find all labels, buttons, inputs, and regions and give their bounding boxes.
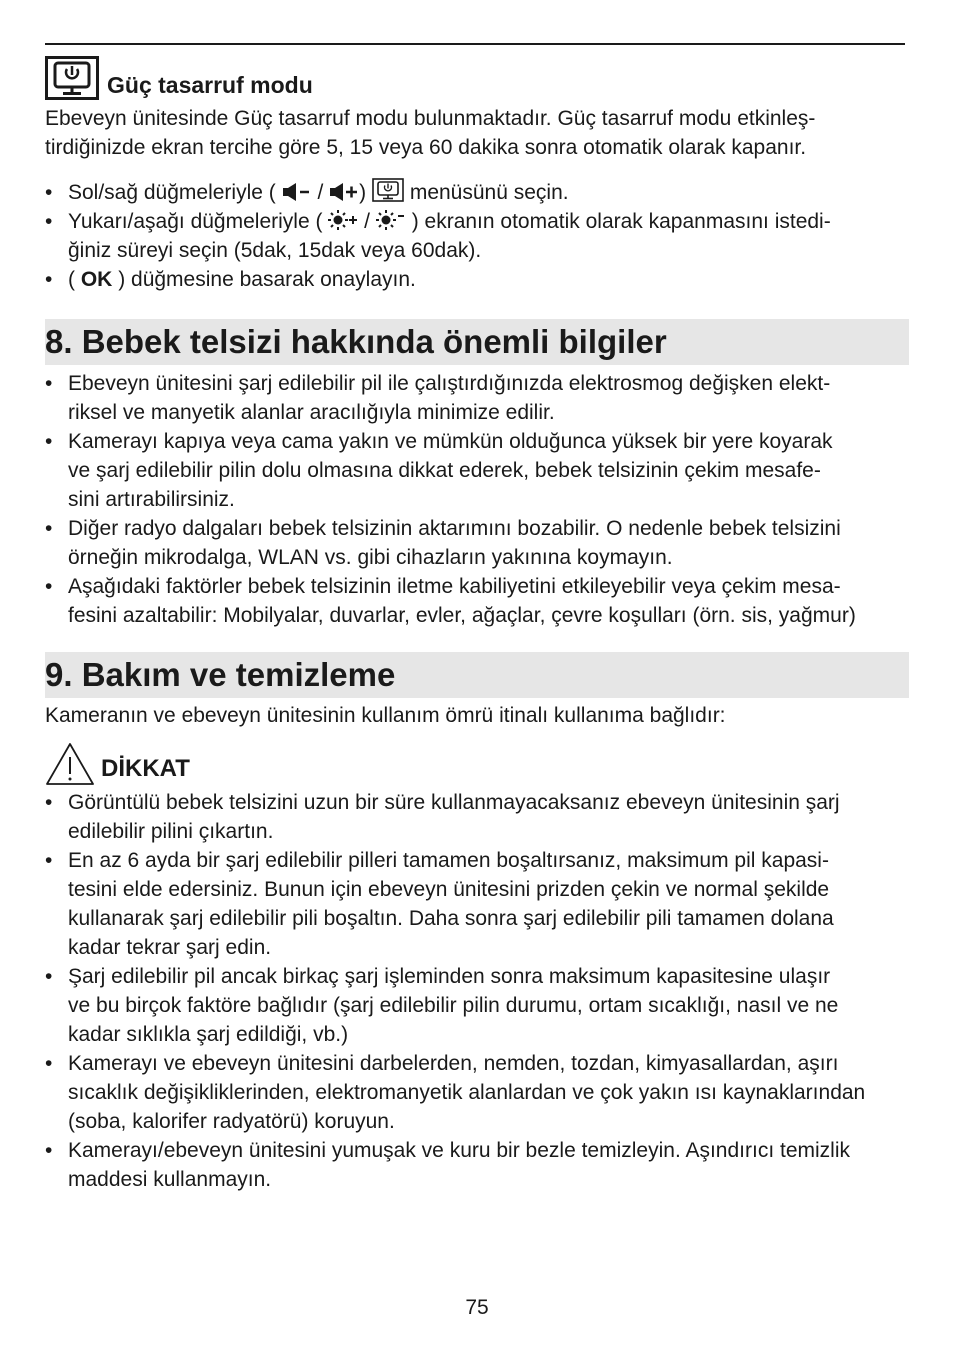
power-saving-steps (45, 178, 909, 294)
list-item: • Görüntülü bebek telsizini uzun bir süre kullanmayacaksanız ebeveyn ünitesinin şarj edilebilir pilini çıkartın. (45, 788, 909, 846)
monitor-power-small-icon (372, 178, 404, 202)
page-content (45, 54, 909, 1194)
intro-line: Ebeveyn ünitesinde Güç tasarruf modu bulunmaktadır. Güç tasarruf modu etkinleş- (45, 107, 816, 130)
power-saving-intro (45, 104, 909, 162)
section-9-title: 9. Bakım ve temizleme (45, 656, 396, 693)
list-item: • Kamerayı kapıya veya cama yakın ve mümkün olduğunca yüksek bir yere koyarak ve şarj edilebilir pilin dolu olmasına dikkat ederek, bebek telsizinin çekim mesafe- sini artırabilirsiniz. (45, 427, 909, 514)
top-rule (45, 43, 905, 45)
step-paren: ( (68, 268, 75, 291)
list-item: • Ebeveyn ünitesini şarj edilebilir pil ile çalıştırdığınızda elektrosmog değişken elekt- riksel ve manyetik alanlar aracılığıyla minimize edilir. (45, 369, 909, 427)
step-text: ğiniz süreyi seçin (5dak, 15dak veya 60dak). (68, 239, 482, 262)
step-text: ) ekranın otomatik olarak kapanmasını istedi- (411, 210, 831, 233)
list-item: • Aşağıdaki faktörler bebek telsizinin iletme kabiliyetini etkileyebilir veya çekim mesa- fesini azaltabilir: Mobilyalar, duvarlar, evler, ağaçlar, çevre koşulları (örn. sis, yağmur) (45, 572, 909, 630)
warning-triangle-icon (45, 742, 95, 786)
section-9-intro: Kameranın ve ebeveyn ünitesinin kullanım ömrü itinalı kullanıma bağlıdır: (45, 704, 726, 727)
volume-down-icon (282, 182, 312, 202)
step-text: menüsünü seçin. (409, 181, 569, 204)
section-8-header (45, 319, 909, 365)
brightness-down-icon (376, 209, 406, 231)
list-item: • Kamerayı ve ebeveyn ünitesini darbelerden, nemden, tozdan, kimyasallardan, aşırı sıcaklık değişikliklerinden, elektromanyetik alanlardan ve çok yakın ısı kaynaklarından (soba, kalorifer radyatörü) koruyun. (45, 1049, 909, 1136)
step-confirm (45, 265, 909, 294)
ok-button-label: OK (80, 268, 113, 291)
power-saving-heading (45, 54, 909, 100)
list-item: • En az 6 ayda bir şarj edilebilir pilleri tamamen boşaltırsanız, maksimum pil kapasi- tesini elde edersiniz. Bunun için ebeveyn ünitesini prizden çekin ve normal şekilde kullanarak şarj edilebilir pili boşaltın. Daha sonra şarj edilebilir pili tamamen dolana kadar tekrar şarj edin. (45, 846, 909, 962)
step-select-menu (45, 178, 909, 207)
volume-up-icon (329, 182, 359, 202)
step-text: Yukarı/aşağı düğmeleriyle ( (68, 210, 323, 233)
warning-heading (45, 742, 909, 786)
list-item: • Diğer radyo dalgaları bebek telsizinin aktarımını bozabilir. O nedenle bebek telsizini örneğin mikrodalga, WLAN vs. gibi cihazların yakınına koymayın. (45, 514, 909, 572)
step-text: ) düğmesine basarak onaylayın. (118, 268, 416, 291)
brightness-up-icon (328, 209, 358, 231)
section-9-header (45, 652, 909, 698)
step-text: Sol/sağ düğmeleriyle ( (68, 181, 276, 204)
list-item: • Kamerayı/ebeveyn ünitesini yumuşak ve kuru bir bezle temizleyin. Aşındırıcı temizlik maddesi kullanmayın. (45, 1136, 909, 1194)
warning-title: DİKKAT (101, 755, 190, 782)
step-separator: / (364, 210, 370, 233)
power-saving-title: Güç tasarruf modu (107, 72, 313, 98)
section-8-title: 8. Bebek telsizi hakkında önemli bilgiler (45, 323, 667, 360)
section-8-list (45, 369, 909, 630)
step-select-duration (45, 207, 909, 265)
page-number: 75 (465, 1296, 489, 1319)
section-9-list (45, 788, 909, 1194)
intro-line: tirdiğinizde ekran tercihe göre 5, 15 veya 60 dakika sonra otomatik olarak kapanır. (45, 136, 807, 159)
list-item: • Şarj edilebilir pil ancak birkaç şarj işleminden sonra maksimum kapasitesine ulaşır ve bu birçok faktöre bağlıdır (şarj edilebilir pilin durumu, ortam sıcaklığı, nasıl ve ne kadar sıklıkla şarj edildiği, vb.) (45, 962, 909, 1049)
step-separator: / (317, 181, 324, 204)
step-paren: ) (359, 181, 367, 204)
monitor-power-icon (45, 56, 99, 100)
